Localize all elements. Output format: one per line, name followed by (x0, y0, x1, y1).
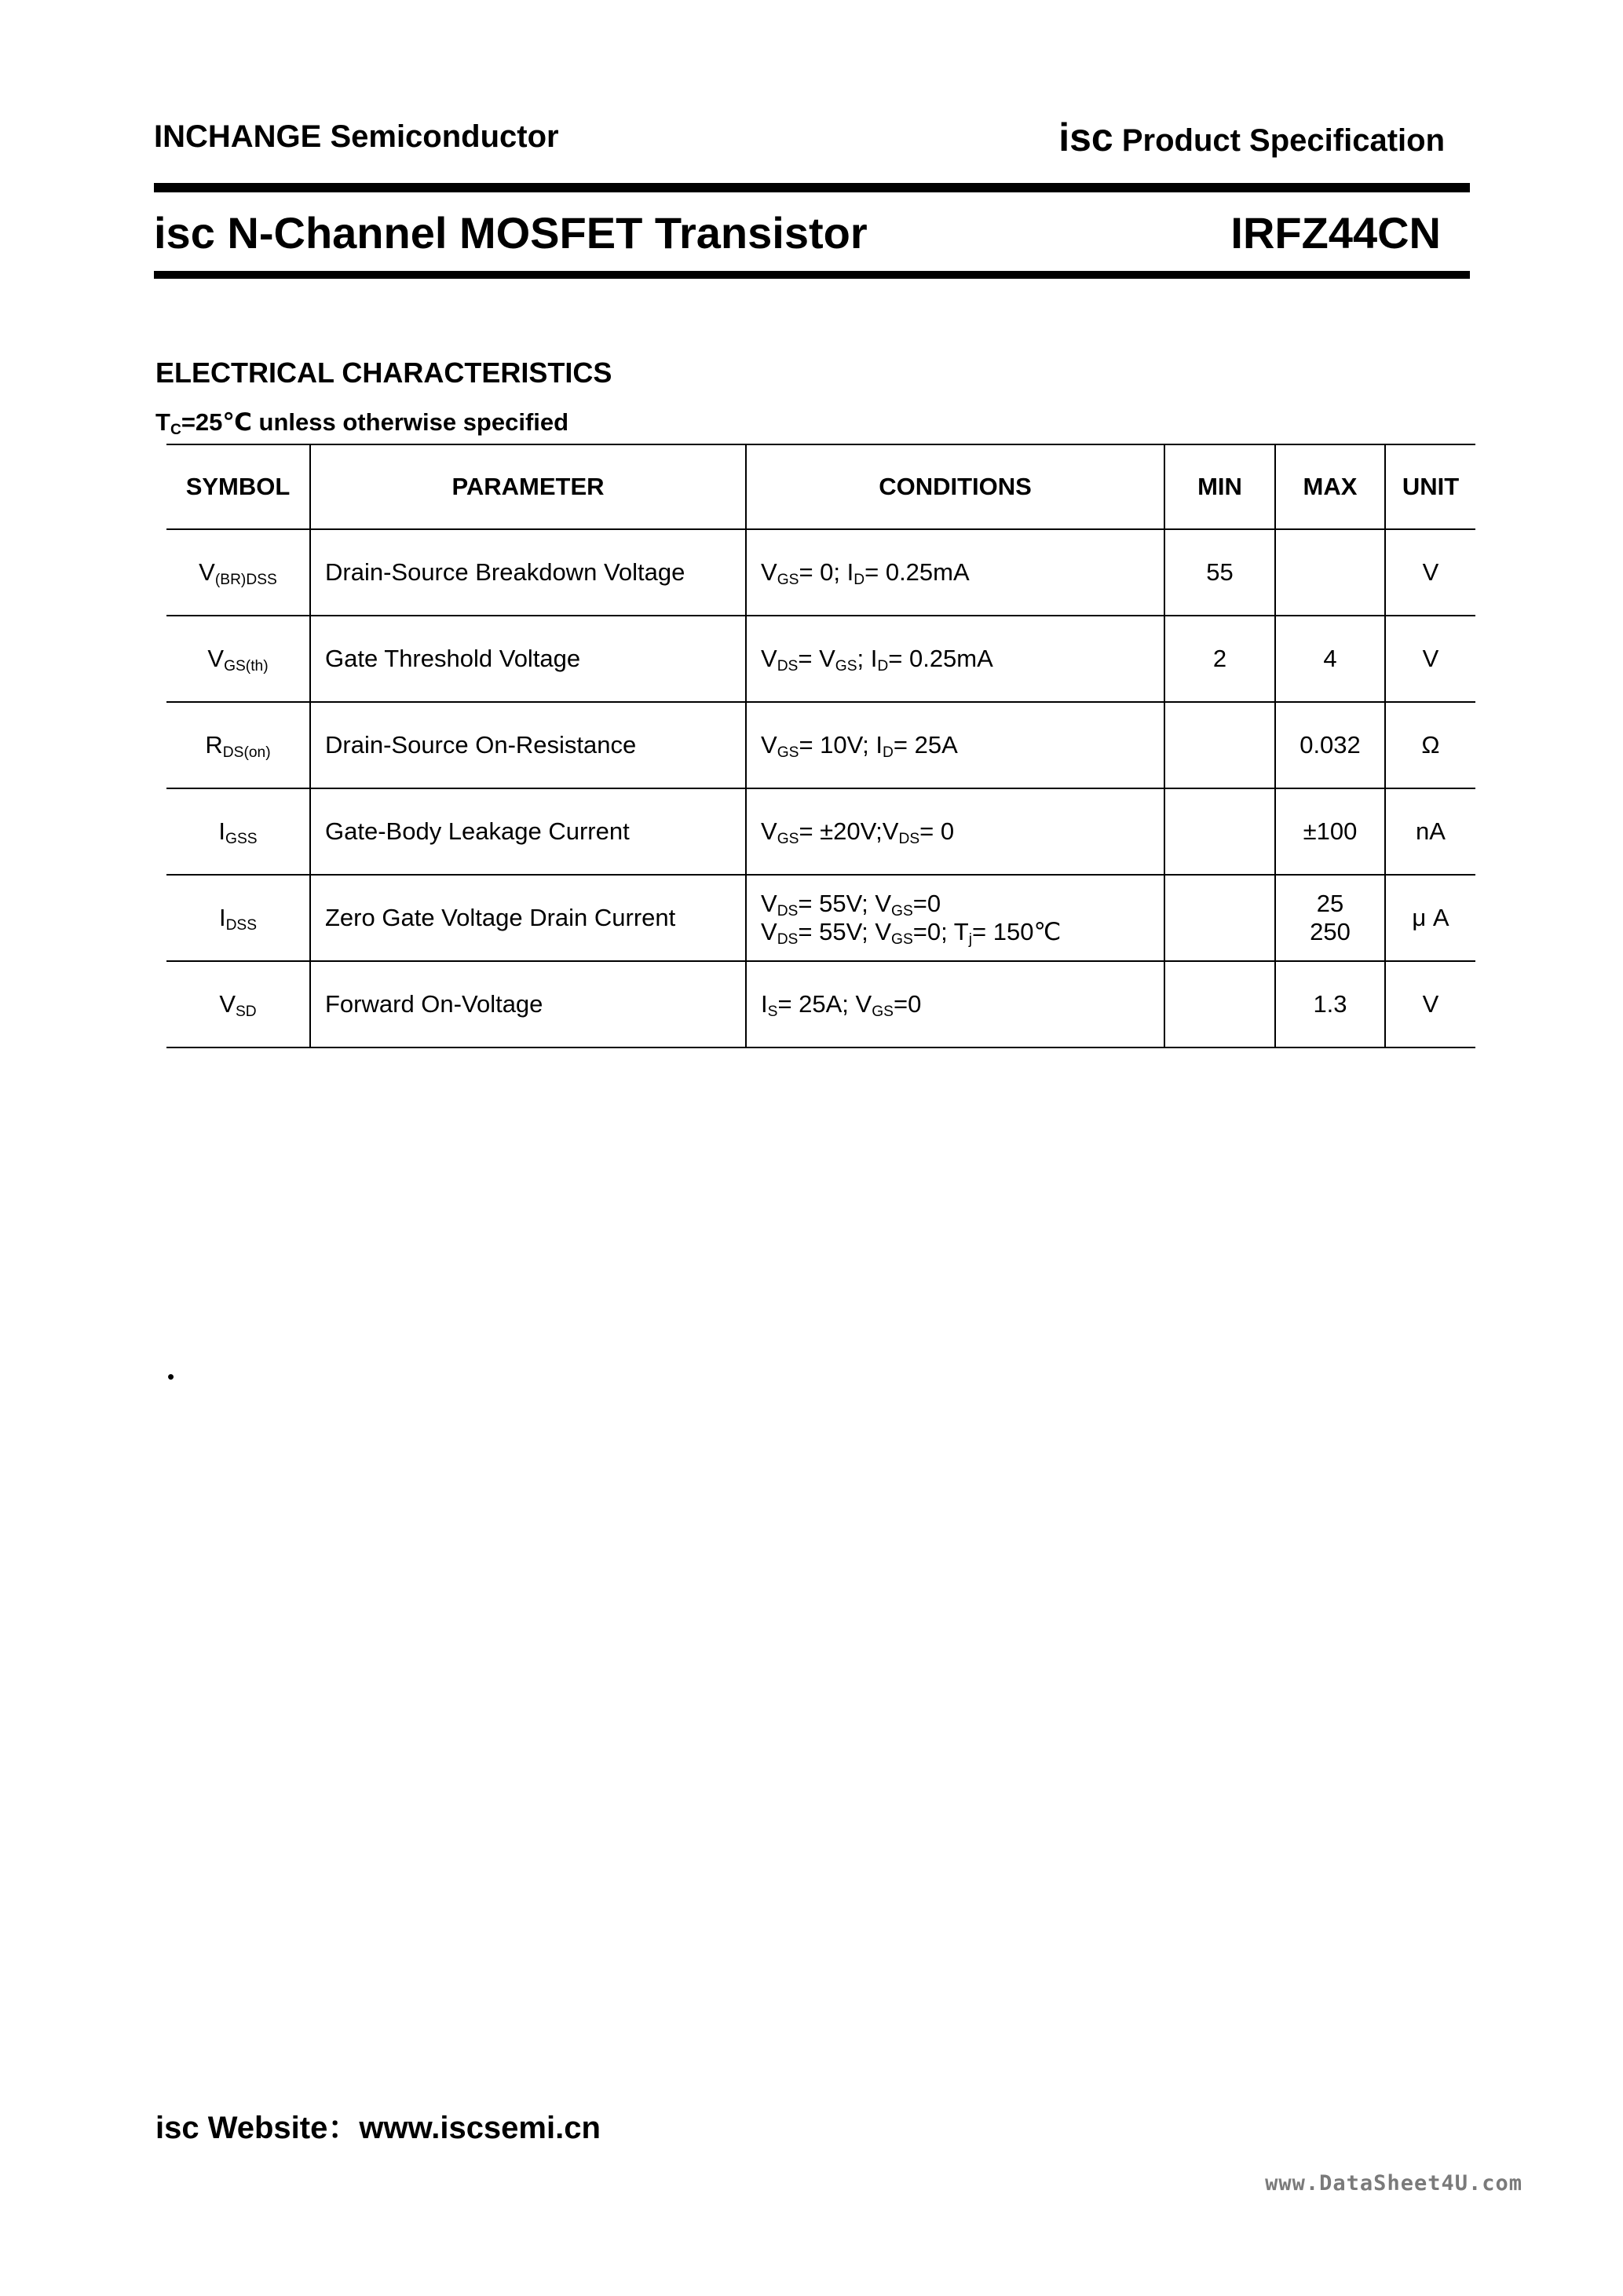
table-row (166, 961, 1475, 1047)
cell-parameter: Drain-Source On-Resistance (310, 702, 746, 788)
cell-symbol: $V_{SD}$ (166, 961, 310, 1047)
isc-logo-text: isc (1058, 115, 1113, 159)
cell-min: 55 (1164, 529, 1275, 616)
watermark: www.DataSheet4U.com (1265, 2171, 1522, 2195)
spec-text: Product Specification (1121, 123, 1445, 158)
cell-parameter: Zero Gate Voltage Drain Current (310, 875, 746, 961)
cell-unit: μ A (1385, 875, 1475, 961)
cell-max: 4 (1275, 616, 1385, 702)
electrical-characteristics-table (166, 444, 1475, 1048)
cell-symbol: $V_{GS(th)}$ (166, 616, 310, 702)
cell-symbol: $I_{GSS}$ (166, 788, 310, 875)
cell-max (1275, 529, 1385, 616)
cell-unit: V (1385, 529, 1475, 616)
cell-unit: Ω (1385, 702, 1475, 788)
condition-subscript: C (170, 421, 181, 438)
cell-conditions: $V_{GS}= 10V$; $I_D= 25A$ (746, 702, 1164, 788)
table-row (166, 788, 1475, 875)
header-max: MAX (1275, 444, 1385, 529)
cell-unit: V (1385, 616, 1475, 702)
table-row (166, 616, 1475, 702)
cell-parameter: Drain-Source Breakdown Voltage (310, 529, 746, 616)
cell-symbol: $R_{DS(on)}$ (166, 702, 310, 788)
cell-max: 25 250 (1275, 875, 1385, 961)
header-parameter: PARAMETER (310, 444, 746, 529)
cell-parameter: Gate Threshold Voltage (310, 616, 746, 702)
header-rule-top (154, 183, 1470, 192)
company-name: INCHANGE Semiconductor (154, 119, 559, 154)
cell-min (1164, 788, 1275, 875)
part-number: IRFZ44CN (1230, 208, 1441, 258)
footer-url: www.iscsemi.cn (359, 2111, 601, 2145)
cell-unit: V (1385, 961, 1475, 1047)
header-conditions: CONDITIONS (746, 444, 1164, 529)
cell-unit: nA (1385, 788, 1475, 875)
cell-min: 2 (1164, 616, 1275, 702)
cell-max: 1.3 (1275, 961, 1385, 1047)
footer-website (155, 2103, 601, 2148)
cell-max: 0.032 (1275, 702, 1385, 788)
table-header-row (166, 444, 1475, 529)
header-symbol: SYMBOL (166, 444, 310, 529)
header-rule-bottom (154, 271, 1470, 279)
cell-min (1164, 702, 1275, 788)
cell-symbol: $V_{(BR)DSS}$ (166, 529, 310, 616)
cell-conditions: $V_{DS}= V_{GS}$; $I_D= 0.25mA$ (746, 616, 1164, 702)
cell-conditions: $I_S= 25A$; $V_{GS}=0$ (746, 961, 1164, 1047)
document-title: isc N-Channel MOSFET Transistor (154, 208, 868, 258)
cell-conditions: $V_{GS}=$ $\pm 20V;V_{DS}= 0$ (746, 788, 1164, 875)
cell-conditions: $V_{DS}= 55V$; $V_{GS}=0$ $V_{DS}= 55V$; $V_{GS}=0$; $T_j=$ 150℃ (746, 875, 1164, 961)
table-row (166, 529, 1475, 616)
product-specification-label (1058, 115, 1445, 160)
footer-label: isc Website： (155, 2111, 360, 2145)
cell-min (1164, 875, 1275, 961)
test-condition-note (155, 408, 568, 437)
cell-min (1164, 961, 1275, 1047)
bullet-mark: • (167, 1365, 175, 1388)
table-row (166, 875, 1475, 961)
header-unit: UNIT (1385, 444, 1475, 529)
cell-symbol: $I_{DSS}$ (166, 875, 310, 961)
cell-parameter: Gate-Body Leakage Current (310, 788, 746, 875)
header-min: MIN (1164, 444, 1275, 529)
table-row (166, 702, 1475, 788)
cell-max: ±100 (1275, 788, 1385, 875)
cell-parameter: Forward On-Voltage (310, 961, 746, 1047)
section-title: ELECTRICAL CHARACTERISTICS (155, 356, 612, 389)
condition-symbol: T (155, 408, 170, 436)
cell-conditions: $V_{GS}= 0$; $I_D= 0.25mA$ (746, 529, 1164, 616)
condition-text: =25℃ unless otherwise specified (181, 408, 569, 436)
